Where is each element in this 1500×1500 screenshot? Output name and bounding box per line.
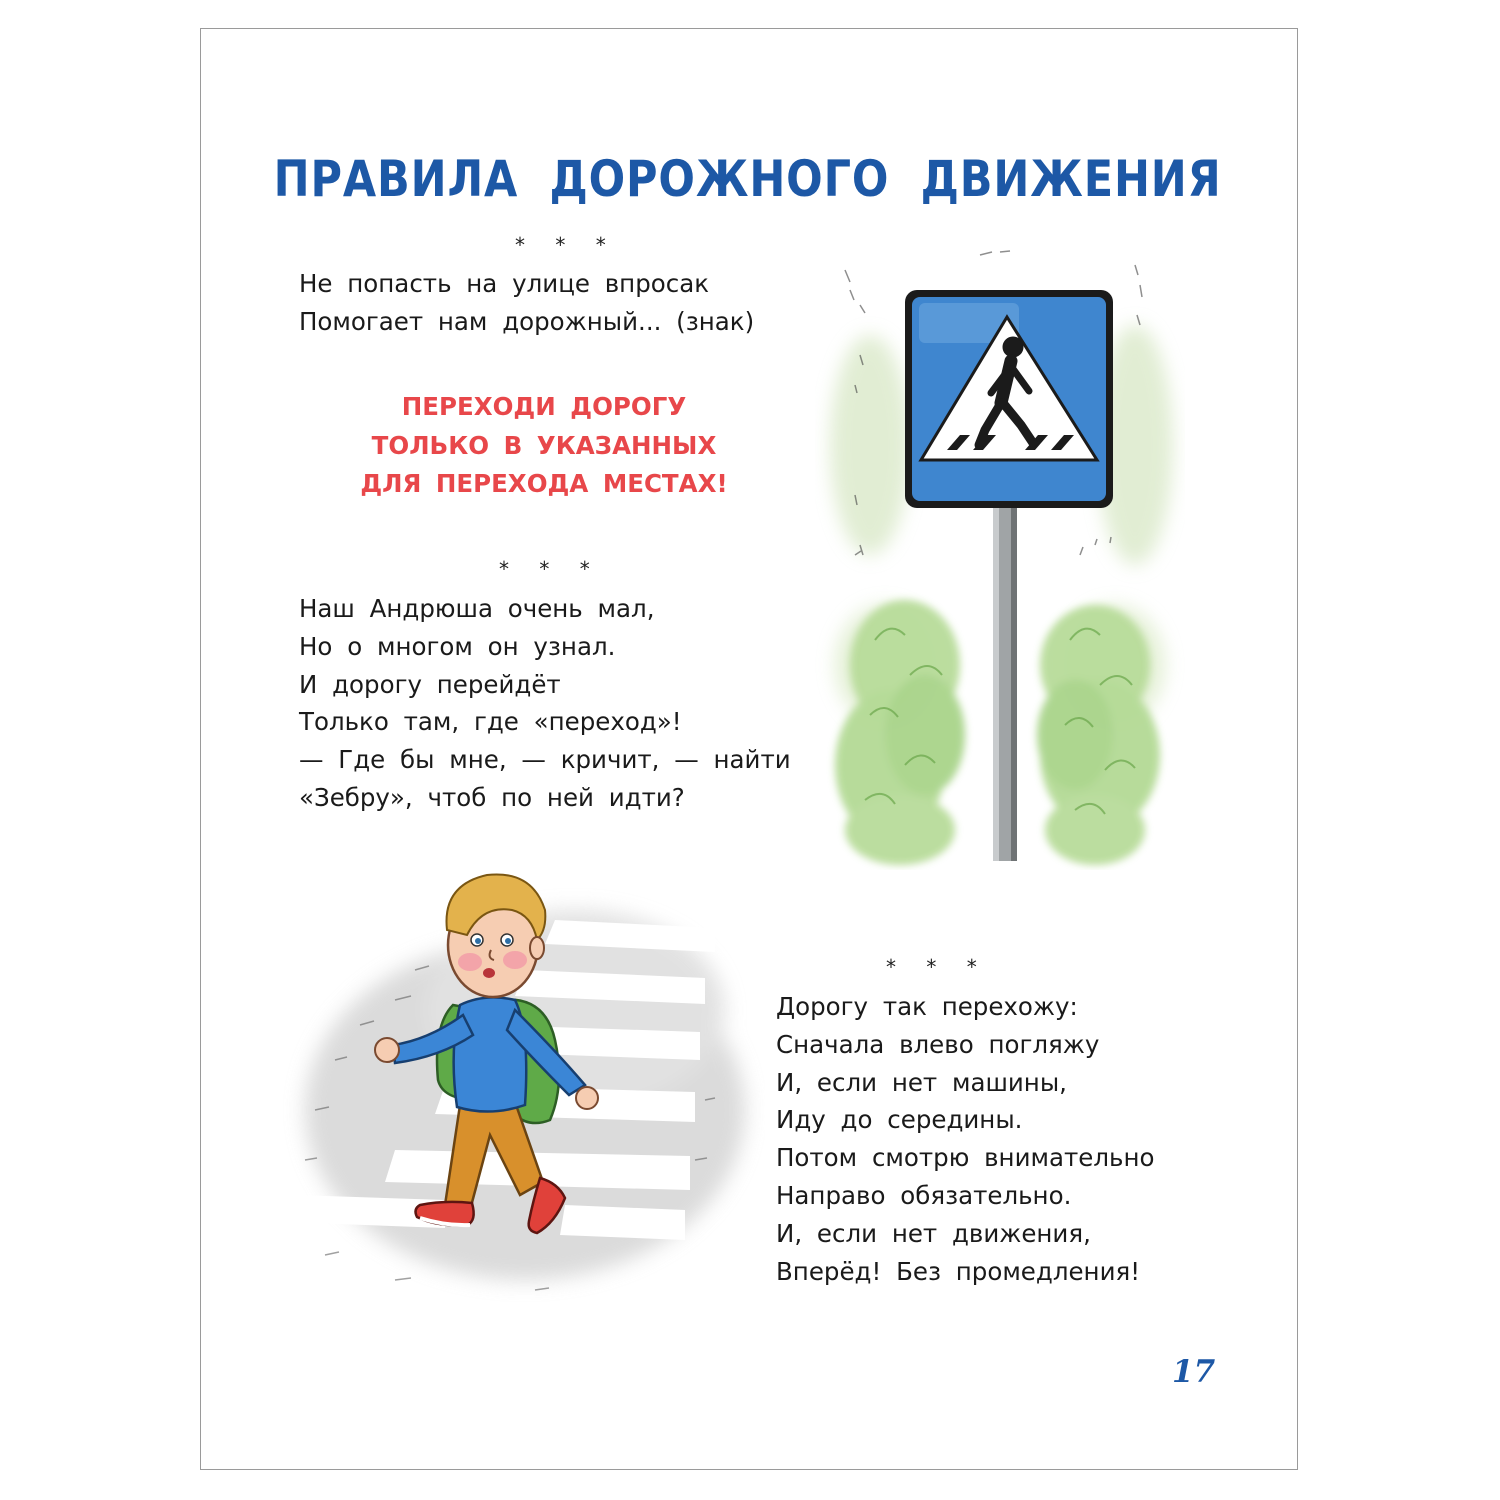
stanza-separator-1: * * *: [515, 233, 618, 257]
bush-left: [835, 600, 965, 865]
crosswalk-sign-illustration: [815, 245, 1185, 870]
page-number: 17: [1172, 1354, 1216, 1390]
stanza-separator-3: * * *: [886, 955, 989, 979]
rule-line: ПЕРЕХОДИ ДОРОГУ: [401, 392, 687, 421]
safety-rule: [300, 388, 788, 504]
poem-line: Направо обязательно.: [776, 1180, 1072, 1210]
page-title: ПРАВИЛА ДОРОЖНОГО ДВИЖЕНИЯ: [273, 150, 1222, 208]
poem-line: Не попасть на улице впросак: [299, 269, 710, 298]
poem-line: Потом смотрю внимательно: [776, 1143, 1155, 1173]
poem-crossing: [776, 988, 1154, 1290]
poem-line: Сначала влево погляжу: [776, 1029, 1100, 1059]
poem-line: И, если нет машины,: [776, 1067, 1067, 1097]
poem-andryusha: [299, 590, 791, 817]
stanza-separator-2: * * *: [499, 557, 602, 581]
poem-line: Дорогу так перехожу:: [776, 992, 1078, 1021]
poem-line: Но о многом он узнал.: [299, 631, 616, 661]
poem-line: — Где бы мне, — кричит, — найти: [299, 745, 791, 775]
poem-line: Вперёд! Без промедления!: [776, 1256, 1141, 1286]
poem-line: Наш Андрюша очень мал,: [299, 594, 655, 623]
rule-line: ТОЛЬКО В УКАЗАННЫХ: [371, 430, 717, 460]
poem-line: Только там, где «переход»!: [299, 707, 682, 737]
poem-line: И, если нет движения,: [776, 1218, 1091, 1248]
poem-line: Помогает нам дорожный... (знак): [299, 306, 755, 336]
boy-crossing-illustration: [275, 860, 765, 1330]
poem-line: «Зебру», чтоб по ней идти?: [299, 782, 685, 812]
rule-line: ДЛЯ ПЕРЕХОДА МЕСТАХ!: [360, 469, 728, 498]
poem-line: И дорогу перейдёт: [299, 669, 561, 699]
bush-right: [1037, 605, 1160, 865]
poem-line: Иду до середины.: [776, 1105, 1023, 1135]
poem-riddle: [299, 265, 754, 341]
